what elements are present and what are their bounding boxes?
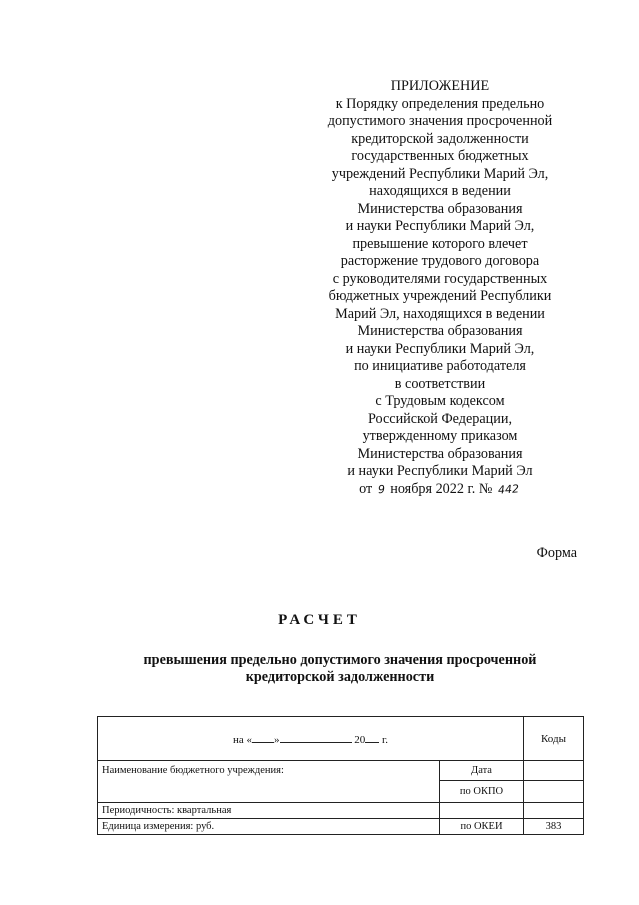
appendix-line: и науки Республики Марий Эл, [345,340,535,357]
document-title: РАСЧЕТ [278,612,361,628]
appendix-line: утвержденному приказом [362,428,518,444]
appendix-line: в соответствии [394,375,486,392]
appendix-line: с Трудовым кодексом [375,393,505,409]
institution-value-cell[interactable] [98,781,440,803]
appendix-line: расторжение трудового договора [340,253,540,269]
appendix-line: Марий Эл, находящихся в ведении [335,305,545,322]
month-blank[interactable] [280,731,352,743]
appendix-line: превышение которого влечет [352,235,528,252]
order-month-year: ноября 2022 г. № [390,480,493,497]
order-date-prefix: от [359,480,373,497]
appendix-line: Российской Федерации, [367,410,512,427]
appendix-line: бюджетных учреждений Республики [328,288,552,304]
day-blank[interactable] [252,731,274,743]
appendix-line: находящихся в ведении [369,183,511,199]
periodicity-label: Периодичность: квартальная [98,803,440,819]
appendix-line: и науки Республики Марий Эл, [345,218,535,234]
order-number-handwritten: 442 [497,481,520,497]
okpo-code-cell[interactable] [524,781,584,803]
unit-label: Единица измерения: руб. [98,819,440,835]
subtitle-line-1: превышения предельно допустимого значения просроченной [143,652,537,668]
date-prefix: на « [232,734,252,746]
okei-label: по ОКЕИ [440,819,524,835]
table-row [98,819,584,835]
order-date-line [300,481,580,499]
institution-label: Наименование бюджетного учреждения: [98,761,440,781]
order-day-handwritten: 9 [377,482,386,496]
document-subtitle [100,652,580,686]
codes-header: Коды [524,717,584,761]
appendix-line: кредиторской задолженности [351,130,529,147]
appendix-line: Министерства образования [357,445,523,462]
subtitle-line-2: кредиторской задолженности [245,669,435,685]
appendix-line: учреждений Республики Марий Эл, [331,165,549,182]
date-code-cell[interactable] [524,761,584,781]
appendix-line: по инициативе работодателя [354,358,526,374]
table-header-row [98,717,584,761]
date-label: Дата [440,761,524,781]
appendix-block [300,78,580,498]
appendix-line: к Порядку определения предельно [335,95,545,112]
okpo-label: по ОКПО [440,781,524,803]
report-date-cell [98,717,524,761]
periodicity-code-cell [524,803,584,819]
appendix-line: Министерства образования [357,200,523,217]
table-row [98,803,584,819]
appendix-line: Министерства образования [357,323,523,339]
table-row [98,761,584,781]
date-mid: » [274,734,280,746]
appendix-line: допустимого значения просроченной [327,113,553,129]
form-table [97,716,584,835]
form-label: Форма [536,545,577,561]
appendix-heading: ПРИЛОЖЕНИЕ [390,78,490,94]
year-blank[interactable] [365,731,379,743]
appendix-line: государственных бюджетных [351,148,529,164]
table-row [98,781,584,803]
appendix-line: с руководителями государственных [332,270,548,287]
okei-value: 383 [524,819,584,835]
date-suffix: г. [382,734,389,746]
periodicity-blank-cell [440,803,524,819]
date-year-prefix: 20 [354,734,366,746]
appendix-line: и науки Республики Марий Эл [347,463,533,479]
